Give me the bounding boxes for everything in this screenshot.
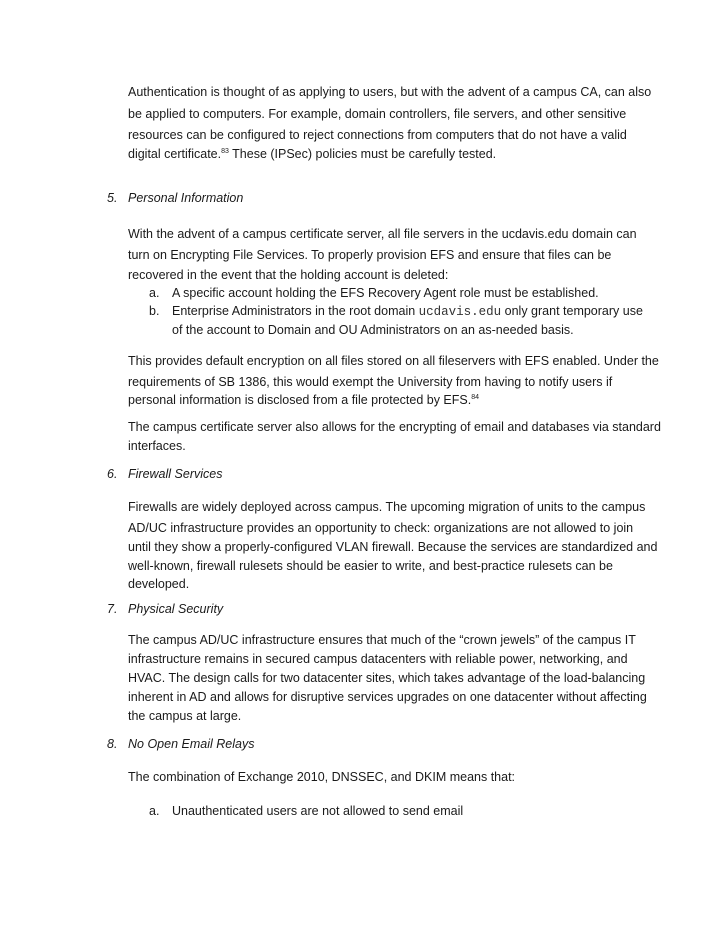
intro-line-3: resources can be configured to reject connections from computers that do not have a valid — [128, 128, 627, 142]
section-7-p1-line-1: The campus AD/UC infrastructure ensures that much of the “crown jewels” of the campus IT — [128, 633, 636, 647]
section-5-p2-line-1: This provides default encryption on all files stored on all fileservers with EFS enabled. Under the — [128, 354, 659, 368]
section-6-number: 6. — [107, 467, 118, 481]
section-5-p2-line-3-text: personal information is disclosed from a file protected by EFS. — [128, 393, 472, 407]
section-8-p1: The combination of Exchange 2010, DNSSEC, and DKIM means that: — [128, 770, 516, 784]
footnote-ref-83: 83 — [221, 147, 229, 155]
section-5-item-b-marker: b. — [149, 304, 160, 318]
intro-line-4 — [128, 146, 496, 162]
section-6-p1-line-3: until they show a properly-configured VLAN firewall. Because the services are standardized and — [128, 540, 658, 554]
section-5-p2-line-3 — [128, 392, 479, 408]
section-5-p3-line-1: The campus certificate server also allows for the encrypting of email and databases via standard — [128, 420, 661, 434]
intro-line-1: Authentication is thought of as applying to users, but with the advent of a campus CA, can also — [128, 85, 652, 99]
item-b-text-tail: only grant temporary use — [501, 304, 643, 318]
footnote-ref-84: 84 — [471, 393, 480, 401]
section-6-p1-line-1: Firewalls are widely deployed across campus. The upcoming migration of units to the campus — [128, 500, 646, 514]
section-7-p1-line-5: the campus at large. — [128, 709, 242, 723]
section-6-p1-line-5: developed. — [128, 577, 190, 591]
section-8-number: 8. — [107, 737, 118, 751]
section-5-p3-line-2: interfaces. — [128, 439, 186, 453]
intro-line-4-text: digital certificate. — [128, 147, 222, 161]
section-7-number: 7. — [107, 602, 118, 616]
section-5-p1-line-2: turn on Encrypting File Services. To properly provision EFS and ensure that files can be — [128, 248, 612, 262]
section-7-title: Physical Security — [128, 602, 224, 616]
section-5-p1-line-1: With the advent of a campus certificate server, all file servers in the ucdavis.edu domain can — [128, 227, 637, 241]
section-8-item-a-text: Unauthenticated users are not allowed to send email — [172, 804, 464, 818]
section-5-item-a-text: A specific account holding the EFS Recovery Agent role must be established. — [172, 286, 599, 300]
section-6-title: Firewall Services — [128, 467, 223, 481]
domain-code: ucdavis.edu — [418, 305, 502, 319]
section-5-item-b-line-2: of the account to Domain and OU Administrators on an as-needed basis. — [172, 323, 574, 337]
intro-line-4-tail: These (IPSec) policies must be carefully tested. — [228, 147, 497, 161]
intro-line-2: be applied to computers. For example, domain controllers, file servers, and other sensitive — [128, 107, 627, 121]
section-8-title: No Open Email Relays — [128, 737, 255, 751]
section-8-item-a-marker: a. — [149, 804, 160, 818]
section-7-p1-line-3: HVAC. The design calls for two datacenter sites, which takes advantage of the load-balancing — [128, 671, 646, 685]
section-5-p2-line-2: requirements of SB 1386, this would exempt the University from having to notify users if — [128, 375, 613, 389]
section-7-p1-line-2: infrastructure remains in secured campus datacenters with reliable power, networking, and — [128, 652, 628, 666]
section-5-item-b-line-1 — [172, 303, 643, 320]
section-6-p1-line-4: well-known, firewall rulesets should be easier to write, and best-practice rulesets can be — [128, 559, 613, 573]
section-6-p1-line-2: AD/UC infrastructure provides an opportunity to check: organizations are not allowed to join — [128, 521, 634, 535]
item-b-text: Enterprise Administrators in the root domain — [172, 304, 419, 318]
section-5-title: Personal Information — [128, 191, 244, 205]
section-5-p1-line-3: recovered in the event that the holding account is deleted: — [128, 268, 449, 282]
section-5-item-a-marker: a. — [149, 286, 160, 300]
section-7-p1-line-4: inherent in AD and allows for disruptive services upgrades on one datacenter without affecting — [128, 690, 647, 704]
section-5-number: 5. — [107, 191, 118, 205]
